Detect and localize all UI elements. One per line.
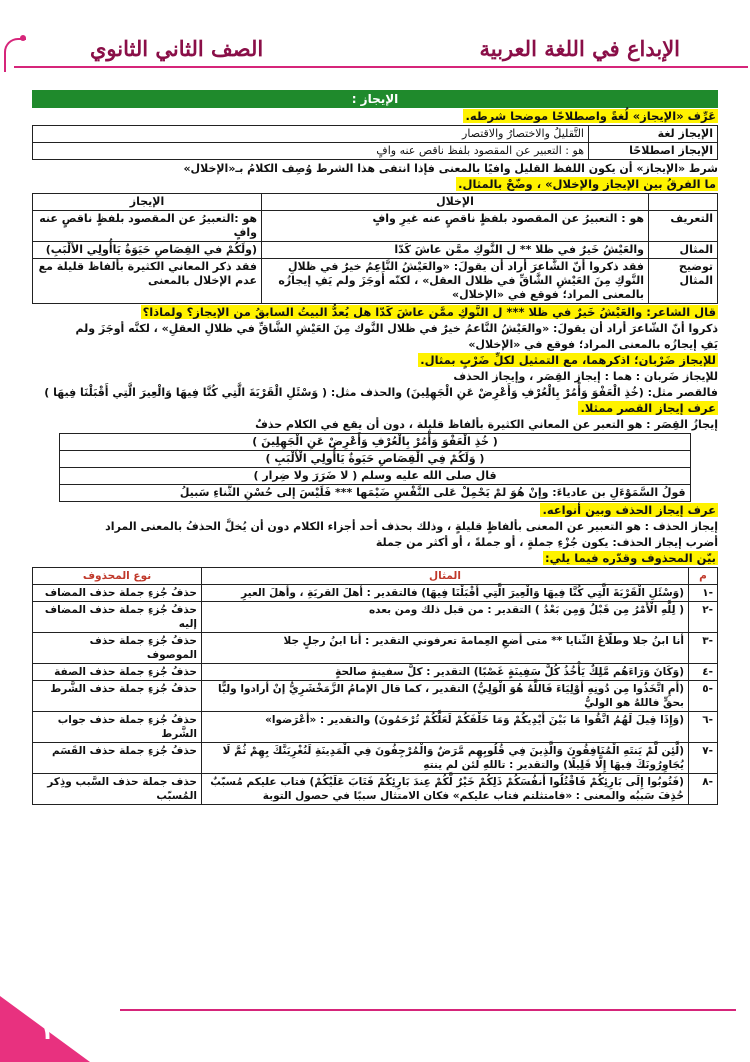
table-row <box>33 602 718 633</box>
table-cell: فقد ذكروا أنّ الشَّاعرَ أراد أن يقولَ: «والعَيْشُ النَّاعِمُ خيرٌ في ظلالِ النَّوكِ مِنَ العَيْشِ الشَّاقِّ في ظلال العقل» ، لكنّه أَوجَزَ ولم يَفِ إيجازُه بالمعنى المراد؛ فوقع في «الإخلال» <box>262 259 649 304</box>
table-header-cell: نوع المحذوف <box>33 568 202 585</box>
row-number: -٥ <box>689 681 718 712</box>
table-cell: حذفُ جُزءِ جملة حذف المضاف <box>33 585 202 602</box>
row-number: -١ <box>689 585 718 602</box>
hadhf-table <box>32 567 718 805</box>
question-4: للإيجاز ضَرْبان؛ اذكرهما، مع التمثيل لكلِّ ضَرْبٍ بمثال. <box>420 353 716 367</box>
table-row <box>33 242 718 259</box>
table-row <box>33 126 718 143</box>
header-grade: الصف الثاني الثانوي <box>90 36 264 61</box>
answer-6-line-1: إيجاز الحذف : هو التعبير عن المعنى بألفاظٍ قليلةٍ ، وذلك بحذف أحد أجزاء الكلام دون أن يُخلَّ الحذفُ بالمعنى المراد <box>105 520 718 533</box>
answer-4-line-2: فالقصر مثل: (خُذِ الْعَفْوَ وَأْمُرْ بِالْعُرْفِ وَأَعْرِضْ عَنِ الْجَهِلِينَ) والحذف مثل: ( وَسْئَلِ الْقَرْيَةَ الَّتِي كُنَّا فِيهَا وَالْعِيرَ الَّتِي أَقْبَلْنَا فِيهَا ) <box>44 386 718 399</box>
table-cell: حذفُ جُزءِ جملة حذف جواب الشَّرط <box>33 712 202 743</box>
example-cell: ( وَلَكُمْ فِي الْقِصَاصِ حَيَوةٌ يَاأُولِي الْأَلْبَبِ ) <box>60 451 690 468</box>
example-cell: قولُ السَّمَوْءَلِ بن عادياءَ: وإنْ هُوَ لمْ يَحْمِلْ عَلى النَّفْسِ ضَيْمَها *** فَلَيْسَ إلى حُسْنِ الثَّناءِ سَبيلُ <box>60 485 690 502</box>
row-number: -٨ <box>689 774 718 805</box>
qasr-examples-table <box>59 433 690 502</box>
question-5: عرف إيجاز القصر ممثلا. <box>580 401 716 415</box>
table-row <box>33 681 718 712</box>
question-7: بيّن المحذوف وقدّره فيما يلي: <box>544 551 716 565</box>
table-row <box>33 143 718 160</box>
table-cell: (ولَكُمْ في القِصَاصِ حَيَوَةٌ يَاأُولِي الألْبَبِ) <box>33 242 262 259</box>
page-content <box>32 90 718 805</box>
question-1: عَرِّف «الإيجاز» لُغةً واصطلاحًا موضحا شرطه. <box>465 109 716 123</box>
table-cell: أنا ابنُ جلا وطلّاعُ الثّنايا ** متى أضعِ العِمامةَ تعرفوني التقدير : أنا ابنُ رجلٍ جلا <box>202 633 689 664</box>
answer-3-line-1: ذكروا أنّ الشّاعرَ أراد أن يقولَ: «والعَيْشُ النَّاعمُ خيرٌ في ظلال النَّوك مِنَ العَيْشِ الشَّاقِّ في ظلالِ العقلِ» ، لكنَّه أوجَزَ ولم <box>75 322 718 335</box>
table-row <box>60 451 690 468</box>
row-number: -٧ <box>689 743 718 774</box>
question-2: ما الفرقُ بين الإيجاز والإخلال» ، وضّحْ بالمثال. <box>458 177 716 191</box>
table-row <box>33 211 718 242</box>
table-cell: (أَمِ اتَّخَذُوا مِن دُونِهِ أَوْلِيَاءَ فَاللَّهُ هُوَ الْوَلِيُّ) التقدير ، كما قال الإمامُ الزَّمَخْشَرِيُّ إنْ أرادوا وليًّا بحقٍّ فاللهُ هو الوليُّ <box>202 681 689 712</box>
table-cell: (وَإِذَا قِيلَ لَهُمُ اتَّقُوا مَا بَيْنَ أَيْدِيكُمْ وَمَا خَلْفَكُمْ لَعَلَّكُمْ تُرْحَمُونَ) والتقدير : «أعْرَضوا» <box>202 712 689 743</box>
table-row <box>33 712 718 743</box>
table-cell: (وَسْئَلِ الْقَرْيَةَ الَّتِي كُنَّا فِيهَا وَالْعِيرَ الَّتِي أَقْبَلْنَا فِيهَا) فالتقدير : أهلَ القريَةِ ، وأهلَ العيرِ <box>202 585 689 602</box>
table-row <box>33 633 718 664</box>
table-cell: ( لِلَّهِ الْأَمْرُ مِن قَبْلُ وَمِن بَعْدُ ) التقدير : من قبل ذلك ومن بعده <box>202 602 689 633</box>
table-row <box>60 468 690 485</box>
table-row <box>33 743 718 774</box>
section-title: الإيجاز : <box>32 90 718 108</box>
table-row <box>33 259 718 304</box>
table-cell: حذفُ جُزءِ جملة حذف الشَّرط <box>33 681 202 712</box>
table-cell: حذف جملة حذف السَّبب وذِكر المُسبّب <box>33 774 202 805</box>
row-number: -٣ <box>689 633 718 664</box>
table-row <box>60 485 690 502</box>
table-header-cell: الإخلال <box>262 194 649 211</box>
row-number: -٢ <box>689 602 718 633</box>
definition-text: التَّقليلُ والاختصارُ والاقتصار <box>33 126 589 143</box>
table-cell: (وَكَانَ وَرَاءَهُم مَّلِكٌ يَأْخُذُ كُلَّ سَفِينَةٍ غَصْبًا) التقدير : كلَّ سفينةٍ صالحةٍ <box>202 664 689 681</box>
table-cell: فقد ذكر المعاني الكثيرة بألفاظ قليلة مع عدم الإخلال بالمعنى <box>33 259 262 304</box>
table-row <box>60 434 690 451</box>
header-title: الإبداع في اللغة العربية <box>479 36 680 61</box>
comparison-table <box>32 193 718 304</box>
footer-divider <box>120 1009 736 1011</box>
question-3: قال الشاعر: والعَيْشُ خَيرٌ في ظلا *** ل النَّوكِ ممَّن عاشَ كَدّا هل يُعدُّ البيتُ السابقُ من الإيجاز؟ ولماذا؟ <box>142 305 716 319</box>
table-cell: حذفُ جُزءِ جملة حذف القَسَم <box>33 743 202 774</box>
definition-table <box>32 125 718 160</box>
table-cell: (فَتُوبُوا إِلَى بَارِئِكُمْ فَاقْتُلُوا أَنفُسَكُمْ ذَلِكُمْ خَيْرٌ لَّكُمْ عِندَ بَارِئِكُمْ فَتَابَ عَلَيْكُمْ) فتاب عليكم مُسبّبٌ حُذِفَ سَببُه والمعنى : «فامتثلتم فتاب عليكم» فكان الامتثال سببًا في حصول التوبة <box>202 774 689 805</box>
definition-term: الإيجاز اصطلاحًا <box>589 143 718 160</box>
header-divider <box>14 66 748 68</box>
row-label: التعريف <box>649 211 718 242</box>
answer-4-line-1: للإيجاز ضَربان : هما : إيجاز القِصَر ، وإيجاز الحذف <box>453 370 718 383</box>
row-number: -٦ <box>689 712 718 743</box>
answer-5: إيجازُ القِصَر : هو التعبر عن المعاني الكثيرة بألفاظ قليلة ، دون أن يقع في الكلام حذفٌ <box>255 418 718 431</box>
definition-text: هو : التعبير عن المقصود بلفظ ناقص عنه وافٍ <box>33 143 589 160</box>
table-row <box>33 664 718 681</box>
table-cell: هو :التعبيرُ عن المقصود بلفظٍ ناقصٍ عنه وافٍ <box>33 211 262 242</box>
table-cell: حذفُ جُزءِ جملة حذف الصفة <box>33 664 202 681</box>
table-header-cell <box>649 194 718 211</box>
table-header-cell: الإيجاز <box>33 194 262 211</box>
row-label: المثال <box>649 242 718 259</box>
table-header-row <box>33 568 718 585</box>
table-cell: حذفُ جُزءِ جملة حذف الموصوف <box>33 633 202 664</box>
table-cell: هو : التعبيرُ عن المقصود بلفظٍ ناقصٍ عنه غيرِ وافٍ <box>262 211 649 242</box>
condition-text: شرط «الإيجاز» أن يكون اللفظ القليل وافيًا بالمعنى فإذا انتفى هذا الشرط وُصِف الكلامُ بـ«الإخلال» <box>183 162 718 175</box>
example-cell: قال صلى الله عليه وسلم ( لا ضَرَرَ ولا ضِرار ) <box>60 468 690 485</box>
example-cell: ( خُذِ الْعَفْوَ وَأْمُرْ بِالْعُرْفِ وَأَعْرِضْ عَنِ الْجَهِلِينَ ) <box>60 434 690 451</box>
table-cell: والعَيْشُ خَيرٌ في ظلا ** ل النَّوكِ ممَّن عاشَ كَدّا <box>262 242 649 259</box>
answer-3-line-2: يَفِ إيجازُه بالمعنى المراد؛ فوقع في «الإخلال» <box>468 338 718 351</box>
row-number: -٤ <box>689 664 718 681</box>
table-cell: (لَّئِن لَّمْ يَنتَهِ الْمُنَافِقُونَ وَالَّذِينَ فِي قُلُوبِهِم مَّرَضٌ وَالْمُرْجِفُونَ فِي الْمَدِينَةِ لَنُغْرِيَنَّكَ بِهِمْ ثُمَّ لَا يُجَاوِرُونَكَ فِيهَا إِلَّا قَلِيلًا) والتقدير : تاللهِ لئن لم ينتهِ <box>202 743 689 774</box>
definition-term: الإيجاز لغة <box>589 126 718 143</box>
table-header-cell: المثال <box>202 568 689 585</box>
table-header-cell: م <box>689 568 718 585</box>
page-number: ١ <box>40 1020 54 1045</box>
row-label: توضيح المثال <box>649 259 718 304</box>
table-row <box>33 585 718 602</box>
table-header-row <box>33 194 718 211</box>
table-row <box>33 774 718 805</box>
table-cell: حذفُ جُزءِ جملة حذف المضاف إليه <box>33 602 202 633</box>
header-dot <box>20 35 26 41</box>
answer-6-line-2: أضرب إيجاز الحذف: يكون جُزْءِ جملةٍ ، أو جملةً ، أو أكثر من جملة <box>375 536 718 549</box>
question-6: عرف إيجاز الحذف وبين أنواعه. <box>542 503 716 517</box>
